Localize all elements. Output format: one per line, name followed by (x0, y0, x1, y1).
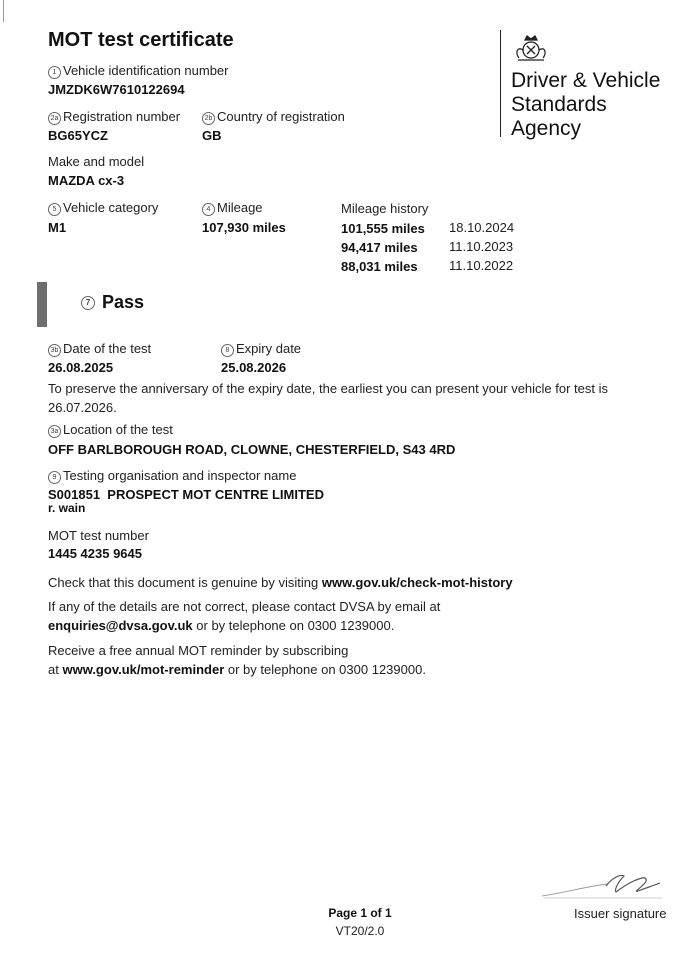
result (81, 292, 144, 313)
mileage-history-label: Mileage history (341, 201, 429, 216)
form-code: VT20/2.0 (335, 924, 385, 938)
list-item (341, 258, 514, 277)
agency-line-3: Agency (511, 117, 582, 140)
test-number-label: MOT test number (48, 528, 149, 543)
field-number-badge: 4 (202, 203, 215, 216)
history-date: 11.10.2023 (449, 239, 514, 254)
location-value: OFF BARLBOROUGH ROAD, CLOWNE, CHESTERFIELD, S43 4RD (48, 442, 456, 457)
field-number-badge: 7 (81, 296, 95, 310)
mot-reminder-link[interactable]: www.gov.uk/mot-reminder (62, 662, 225, 677)
test-number-value: 1445 4235 9645 (48, 546, 142, 561)
agency-line-2: Standards (511, 93, 607, 116)
organisation-value (48, 487, 324, 502)
agency-divider (500, 30, 501, 137)
category-value: M1 (48, 220, 67, 235)
location-label: 3a Location of the test (48, 422, 173, 438)
country-value: GB (202, 128, 222, 143)
make-model-value: MAZDA cx-3 (48, 173, 125, 188)
field-number-badge: 5 (48, 203, 61, 216)
genuine-check: Check that this document is genuine by visiting www.gov.uk/check-mot-history (48, 575, 513, 590)
expiry-label: 8 Expiry date (221, 341, 301, 357)
check-mot-link[interactable]: www.gov.uk/check-mot-history (321, 575, 513, 590)
field-number-badge: 3a (48, 425, 61, 438)
list-item (341, 220, 515, 239)
history-miles: 101,555 miles (341, 221, 425, 236)
royal-crest-icon (510, 31, 552, 63)
signature-label: Issuer signature (574, 906, 667, 921)
result-bar (37, 282, 47, 327)
signature-image (538, 866, 678, 906)
reminder-info: Receive a free annual MOT reminder by subscribing at www.gov.uk/mot-reminder or by telephone on 0300 1239000. (48, 643, 426, 677)
registration-label: 2a Registration number (48, 109, 180, 125)
expiry-value: 25.08.2026 (221, 360, 287, 375)
field-number-badge: 3b (48, 344, 61, 357)
agency-name (511, 69, 660, 141)
result-value: Pass (102, 292, 145, 312)
mileage-value: 107,930 miles (202, 220, 286, 235)
page-title: MOT test certificate (48, 29, 234, 51)
field-number-badge: 2a (48, 112, 61, 125)
agency-line-1: Driver & Vehicle (511, 69, 661, 92)
test-date-value: 26.08.2025 (48, 360, 114, 375)
organisation-name: PROSPECT MOT CENTRE LIMITED (107, 487, 324, 502)
history-miles: 88,031 miles (341, 259, 418, 274)
field-number-badge: 9 (48, 471, 61, 484)
test-date-label: 3b Date of the test (48, 341, 151, 357)
email-link[interactable]: enquiries@dvsa.gov.uk (48, 618, 193, 633)
list-item (341, 239, 514, 258)
history-date: 11.10.2022 (449, 258, 514, 273)
contact-info: If any of the details are not correct, please contact DVSA by email at enquiries@dvsa.gov.uk or by telephone on 0300 1239000. (48, 599, 441, 633)
mileage-history-list (341, 220, 515, 277)
scan-edge-mark (3, 0, 4, 22)
page-number: Page 1 of 1 (328, 906, 392, 920)
country-label: 2b Country of registration (202, 109, 345, 125)
organisation-code: S001851 (48, 487, 101, 502)
history-date: 18.10.2024 (449, 220, 515, 235)
registration-value: BG65YCZ (48, 128, 108, 143)
field-number-badge: 1 (48, 66, 61, 79)
field-number-badge: 8 (221, 344, 234, 357)
history-miles: 94,417 miles (341, 240, 418, 255)
organisation-label: 9 Testing organisation and inspector name (48, 468, 296, 484)
vin-label: 1 Vehicle identification number (48, 63, 229, 79)
make-model-label: Make and model (48, 154, 145, 169)
anniversary-note: To preserve the anniversary of the expiry date, the earliest you can present your vehicle for test is 26.07.2026. (48, 381, 609, 415)
vin-value: JMZDK6W7610122694 (48, 82, 185, 97)
field-number-badge: 2b (202, 112, 215, 125)
mileage-label: 4 Mileage (202, 200, 263, 216)
inspector-name: r. wain (48, 501, 86, 515)
category-label: 5 Vehicle category (48, 200, 158, 216)
